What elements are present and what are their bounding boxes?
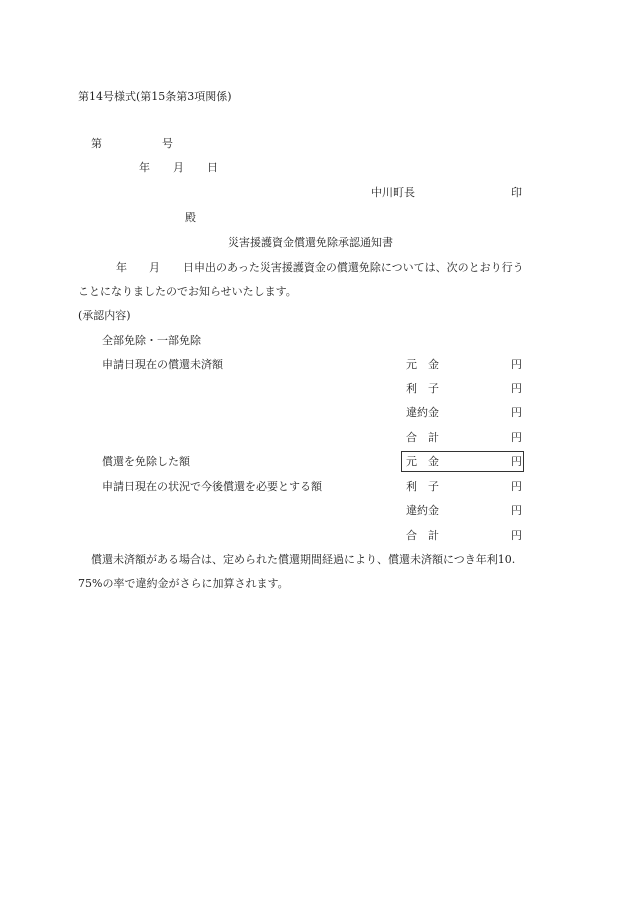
outstanding-interest-label: 利 子 (406, 382, 439, 395)
exempted-label: 償還を免除した額 (102, 455, 190, 468)
approval-heading: (承認内容) (78, 309, 131, 322)
date-year: 年 (139, 161, 150, 174)
intro-month: 月 (149, 261, 160, 274)
form-identifier: 第14号様式(第15条第3項関係) (78, 90, 232, 103)
note-line-1: 償還未済額がある場合は、定められた償還期間経過により、償還未済額につき年利10. (91, 553, 516, 566)
issuer-seal: 印 (511, 186, 522, 199)
note-line-2: 75%の率で違約金がさらに加算されます。 (78, 577, 289, 590)
still-required-total-label: 合 計 (406, 529, 439, 542)
outstanding-total-unit: 円 (511, 431, 522, 444)
document-title: 災害援護資金償還免除承認通知書 (228, 236, 393, 249)
reference-number-prefix: 第 (91, 137, 102, 150)
exemption-type: 全部免除・一部免除 (102, 334, 201, 347)
outstanding-interest-unit: 円 (511, 382, 522, 395)
still-required-interest-label: 利 子 (406, 480, 439, 493)
intro-year: 年 (116, 261, 127, 274)
issuer-name: 中川町長 (371, 186, 415, 199)
outstanding-total-label: 合 計 (406, 431, 439, 444)
date-day: 日 (207, 161, 218, 174)
reference-number-suffix: 号 (162, 137, 173, 150)
still-required-interest-unit: 円 (511, 480, 522, 493)
date-month: 月 (173, 161, 184, 174)
addressee-suffix: 殿 (185, 211, 196, 224)
still-required-label: 申請日現在の状況で今後償還を必要とする額 (102, 480, 322, 493)
still-required-penalty-label: 違約金 (406, 504, 439, 517)
still-required-total-unit: 円 (511, 529, 522, 542)
outstanding-penalty-unit: 円 (511, 406, 522, 419)
outstanding-label: 申請日現在の償還未済額 (102, 358, 223, 371)
intro-text-line-2: ことになりましたのでお知らせいたします。 (78, 285, 297, 298)
outstanding-penalty-label: 違約金 (406, 406, 439, 419)
outstanding-principal-unit: 円 (511, 358, 522, 371)
outstanding-principal-label: 元 金 (406, 358, 439, 371)
exempted-principal-unit: 円 (511, 455, 522, 468)
still-required-penalty-unit: 円 (511, 504, 522, 517)
intro-text-line-1: 日申出のあった災害援護資金の償還免除については、次のとおり行う (183, 261, 524, 274)
exempted-principal-label: 元 金 (406, 455, 439, 468)
